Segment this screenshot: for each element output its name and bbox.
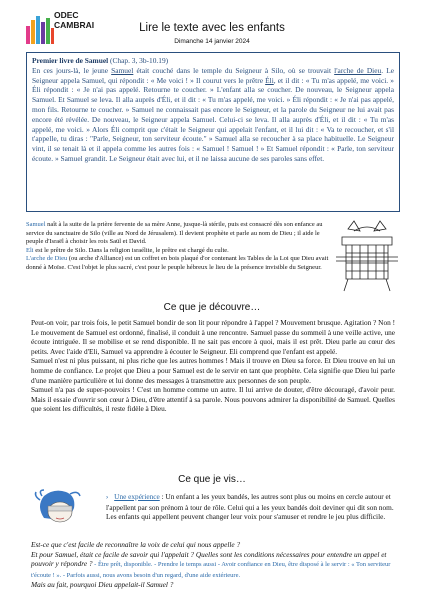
reading-book: Premier livre de Samuel xyxy=(32,56,109,65)
reading-reference: (Chap. 3, 3b-10.19) xyxy=(110,56,169,65)
section-heading-discover: Ce que je découvre… xyxy=(163,302,261,313)
questions-block xyxy=(31,540,395,590)
eli-link[interactable]: Éli xyxy=(265,75,274,85)
reading-box xyxy=(26,52,400,212)
experience-label: Une expérience xyxy=(114,492,160,501)
page-date: Dimanche 14 janvier 2024 xyxy=(174,38,250,45)
question-3: Mais au fait, pourquoi Dieu appelait-il Samuel ? xyxy=(31,580,174,590)
samuel-link[interactable]: Samuel xyxy=(111,65,134,75)
girl-illustration xyxy=(30,488,94,528)
glossary-arche: L'arche de Dieu (ou arche d'Alliance) est un coffret en bois plaqué d'or contenant les Tables de la Loi que Dieu avait donné à Moïse. C'est l'objet le plus sacré, c'est pour le peuple hébreux le lieu de la présence invisible du Seigneur. xyxy=(26,255,329,271)
experience-block xyxy=(106,492,396,522)
section-heading-live: Ce que je vis… xyxy=(178,474,246,485)
reading-text: En ces jours-là, le jeune Samuel était couché dans le temple du Seigneur à Silo, où se trouvait l'arche de Dieu. Le Seigneur appela Samuel, qui répondit : « Me voici ! » Il courut vers le prêtre Éli, et il dit : « Tu m'as appelé, me voici. » Éli répondit : « Je n'ai pas appelé. Retourne te coucher. » L'enfant alla se coucher. De nouveau, le Seigneur appela Samuel. Et Samuel se leva. Il alla auprès d'Éli, et il dit : « Tu m'as appelé, me voici. » Éli répondit : « Je n'ai pas appelé, mon fils. Retourne te coucher. » Samuel ne connaissait pas encore le Seigneur, et la parole du Seigneur ne lui avait pas encore été révélée. De nouveau, le Seigneur appela Samuel. Celui-ci se leva. Il alla auprès d'Éli, et il dit : « Tu m'as appelé, me voici. » Alors Éli comprit que c'était le Seigneur qui appelait l'enfant, et il lui dit : « Va te recoucher, et s'il t'appelle, tu diras : "Parle, Seigneur, ton serviteur écoute." » Samuel alla se recoucher à sa place habituelle. Le Seigneur vint, il se tenait là et il appela comme les autres fois : « Samuel ! Samuel ! » Et Samuel répondit : « Parle, ton serviteur écoute. » Samuel grandit. Le Seigneur était avec lui, et il ne laissa aucune de ses paroles sans effet. xyxy=(32,65,394,163)
question-2: Et pour Samuel, était ce facile de savoir qui l'appelait ? Quelles sont les conditions nécessaires pour entendre un appel et pouvoir y répondre ? xyxy=(31,549,387,569)
experience-text: : Un enfant a les yeux bandés, les autres sont plus ou moins en cercle autour et l'appellent par son prénom à tour de rôle. Celui qui a les yeux bandés doit deviner qui dit son nom. Les enfants qui appellent peuvent changer leur voix pour s'amuser et rendre le jeu plus difficile. xyxy=(106,492,394,522)
arche-link[interactable]: l'arche de Dieu xyxy=(334,65,382,75)
logo-text: ODEC CAMBRAI xyxy=(54,10,95,30)
page-title: Lire le texte avec les enfants xyxy=(139,22,285,34)
ark-illustration xyxy=(334,217,400,295)
bullet-icon: › xyxy=(106,494,109,501)
question-2-hint: - Être prêt, disponible. - Prendre le temps aussi - Avoir confiance en Dieu, être disposé à le servir : « Ton serviteur t'écoute ! ». - Parfois aussi, nous avons besoin d'un regard, d'une aide extérieure. xyxy=(31,561,391,579)
question-1: Est-ce que c'est facile de reconnaître la voix de celui qui nous appelle ? xyxy=(31,540,241,549)
glossary xyxy=(26,221,332,273)
glossary-samuel: Samuel naît à la suite de la prière fervente de sa mère Anne, jusque-là stérile, puis est consacré dès son enfance au service du sanctuaire de Silo (ville au Nord de Jérusalem). Il devient prophète et parle au nom de Dieu ; il aide le peuple d'Israël à choisir les rois Saül et David. xyxy=(26,221,323,246)
discover-text: Peut-on voir, par trois fois, le petit Samuel bondir de son lit pour répondre à l'appel ? Mouvement brusque. Agitation ? Non ! Le mouvement de Samuel est ordonné, finalisé, il conduit à une rencontre. Samuel passe du sommeil à une veille active, une écoute intriguée. Il se mobilise et se rend disponible. Il ne sait pas encore à quoi, mais il est prêt. Dieu parle au cœur des petits. Avec l'aide d'Eli, Samuel va apprendre à écouter le Seigneur. Eli comprend que l'enfant est appelé. Samuel n'est ni plus puissant, ni plus riche que les autres hommes ! Mais il trouve en Dieu sa force. Et Dieu trouve en lui un homme de confiance. Le projet que Dieu a pour Samuel est de le servir en tant que prophète. Cela signifie que Dieu lui parle d'une manière particulière et lui donne des messages à transmettre aux personnes de son peuple. Samuel n'a pas de super-pouvoirs ! C'est un homme comme un autre. Il lui arrive de douter, d'être découragé, d'avoir peur. Mais il essaie d'ouvrir son cœur à Dieu, d'être attentif à sa parole. Nous pouvons admirer la disponibilité de Samuel. Quelles que soient les difficultés, il reste fidèle à Dieu. xyxy=(31,318,395,414)
glossary-eli: Eli est le prêtre de Silo. Dans la religion israélite, le prêtre est chargé du culte. xyxy=(26,246,229,254)
